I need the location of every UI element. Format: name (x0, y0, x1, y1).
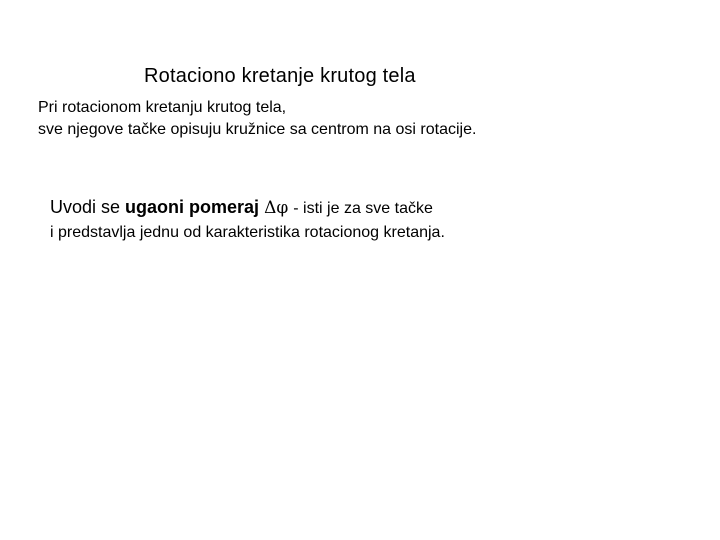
body-lead: Uvodi se (50, 197, 126, 217)
body-text (50, 196, 445, 244)
intro-line-1: Pri rotacionom kretanju krutog tela, (38, 99, 287, 116)
slide-title: Rotaciono kretanje krutog tela (144, 65, 416, 87)
body-line-1 (50, 196, 445, 220)
delta-phi-symbol: Δφ (264, 198, 289, 218)
intro-text (38, 97, 476, 141)
intro-line-2: sve njegove tačke opisuju kružnice sa centrom na osi rotacije. (38, 121, 477, 138)
body-line-2: i predstavlja jednu od karakteristika rotacionog kretanja. (50, 224, 445, 241)
body-rest: - isti je za sve tačke (293, 200, 433, 217)
body-term: ugaoni pomeraj (125, 197, 260, 217)
